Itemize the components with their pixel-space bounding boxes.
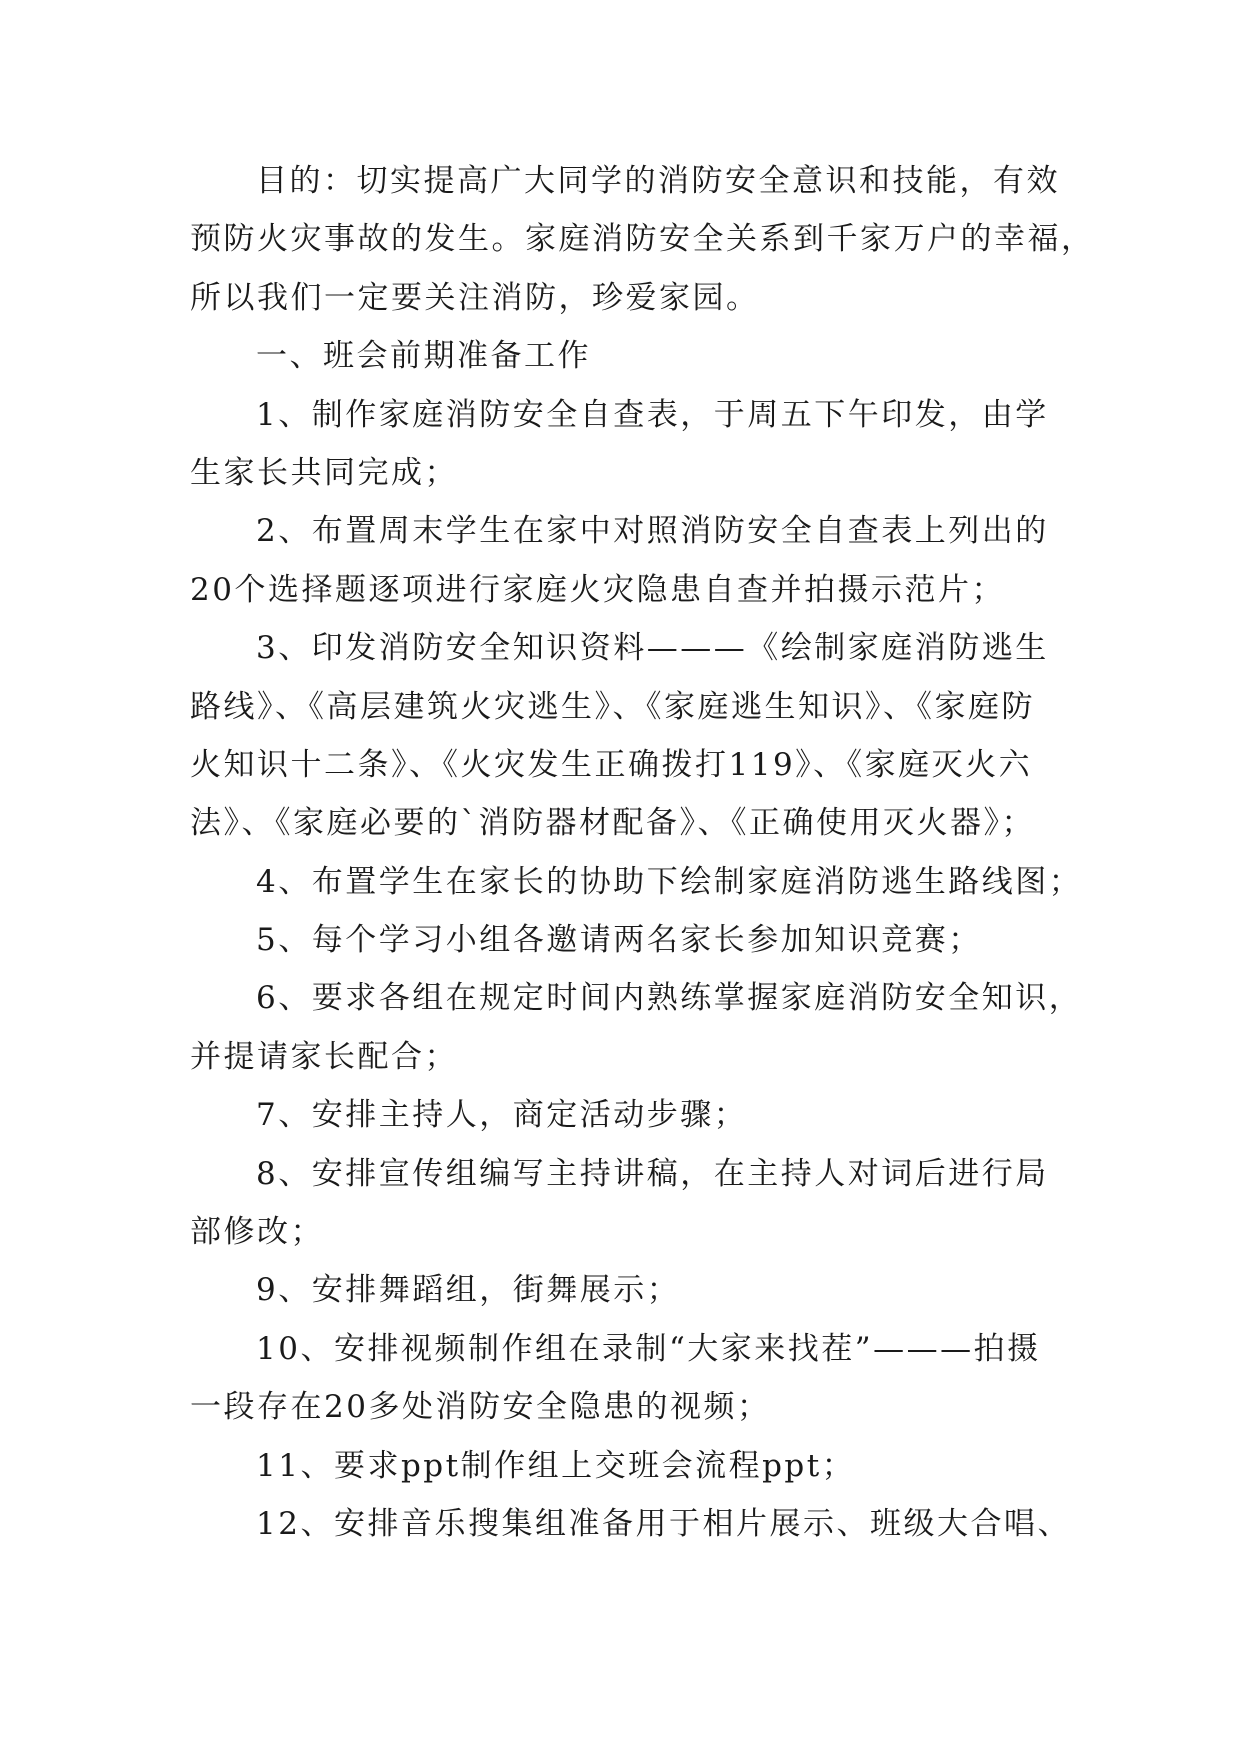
text-line: 8、安排宣传组编写主持讲稿，在主持人对词后进行局 xyxy=(256,1155,1049,1192)
text-line: 目的：切实提高广大同学的消防安全意识和技能，有效 xyxy=(256,163,1060,199)
text-line: 5、每个学习小组各邀请两名家长参加知识竞赛； xyxy=(256,922,982,959)
text-line: 11、要求ppt制作组上交班会流程ppt； xyxy=(256,1447,856,1484)
text-line: 一段存在20多处消防安全隐患的视频； xyxy=(190,1389,771,1426)
text-line: 路线》、《高层建筑火灾逃生》、《家庭逃生知识》、《家庭防 xyxy=(190,688,1035,725)
text-line: 6、要求各组在规定时间内熟练掌握家庭消防安全知识， xyxy=(256,980,1083,1017)
text-line: 3、印发消防安全知识资料———《绘制家庭消防逃生 xyxy=(256,630,1049,667)
text-line: 10、安排视频制作组在录制“大家来找茬”———拍摄 xyxy=(256,1330,1041,1367)
text-line: 9、安排舞蹈组，街舞展示； xyxy=(256,1272,681,1309)
text-line: 并提请家长配合； xyxy=(190,1038,458,1075)
text-line: 1、制作家庭消防安全自查表，于周五下午印发，由学 xyxy=(256,396,1049,433)
text-line: 4、布置学生在家长的协助下绘制家庭消防逃生路线图； xyxy=(256,863,1083,900)
text-line: 7、安排主持人，商定活动步骤； xyxy=(256,1097,748,1134)
text-line: 预防火灾事故的发生。家庭消防安全关系到千家万户的幸福， xyxy=(190,221,1095,258)
text-line: 2、布置周末学生在家中对照消防安全自查表上列出的 xyxy=(256,513,1049,550)
text-line: 火知识十二条》、《火灾发生正确拨打119》、《家庭灭火六 xyxy=(190,746,1033,783)
text-line: 部修改； xyxy=(190,1214,324,1251)
document-body xyxy=(190,152,1095,1553)
text-line: 所以我们一定要关注消防，珍爱家园。 xyxy=(190,279,760,316)
text-line: 法》、《家庭必要的`消防器材配备》、《正确使用灭火器》； xyxy=(190,805,1035,842)
text-line: 12、安排音乐搜集组准备用于相片展示、班级大合唱、 xyxy=(256,1505,1071,1542)
text-line: 20个选择题逐项进行家庭火灾隐患自查并拍摄示范片； xyxy=(190,571,1005,608)
text-line: 一、班会前期准备工作 xyxy=(256,338,591,375)
text-line: 生家长共同完成； xyxy=(190,454,458,491)
